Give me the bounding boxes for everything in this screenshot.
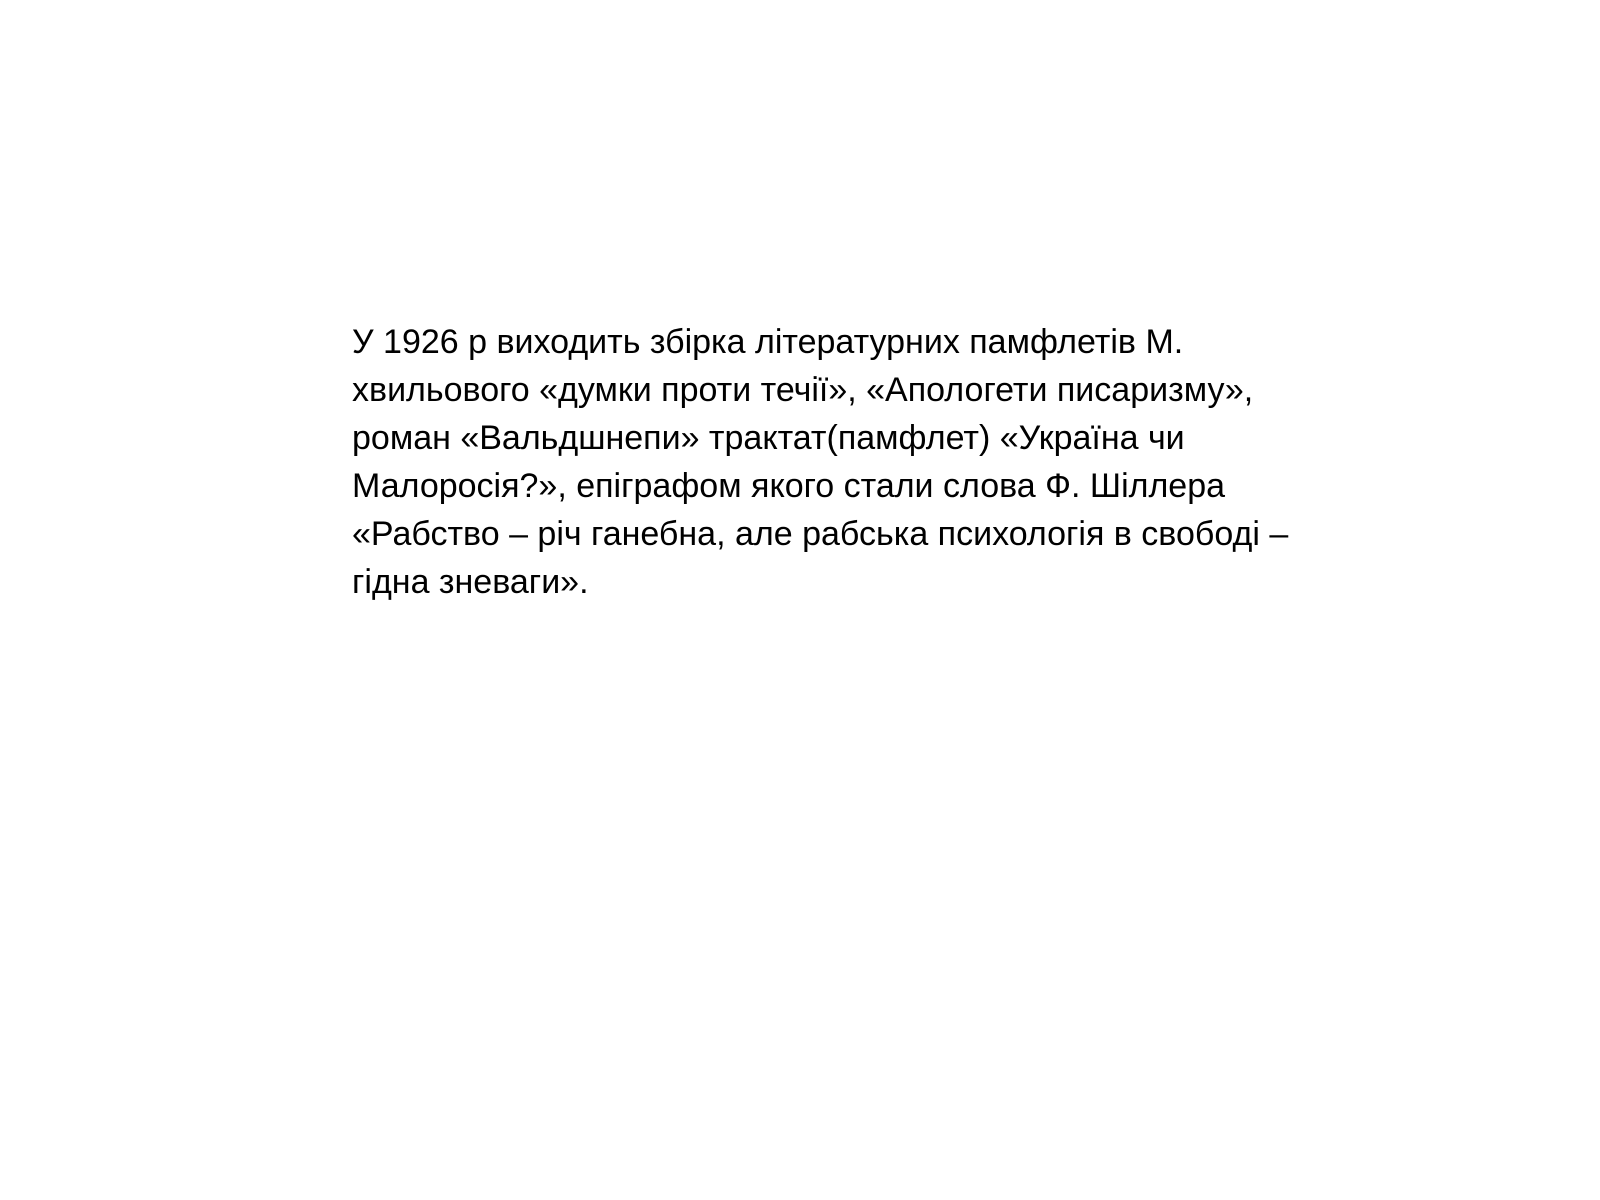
- body-text: [352, 318, 1392, 606]
- text-line-1: У 1926 р виходить збірка літературних памфлетів М.: [352, 323, 1184, 361]
- text-line-4: Малоросія?», епіграфом якого стали слова Ф. Шіллера: [352, 467, 1226, 505]
- text-line-3: роман «Вальдшнепи» трактат(памфлет) «Україна чи: [352, 419, 1185, 457]
- text-line-5: «Рабство – річ ганебна, але рабська психологія в свободі –: [352, 515, 1289, 553]
- text-line-6: гідна зневаги».: [352, 563, 589, 601]
- text-line-2: хвильового «думки проти течії», «Апологети писаризму»,: [352, 371, 1254, 409]
